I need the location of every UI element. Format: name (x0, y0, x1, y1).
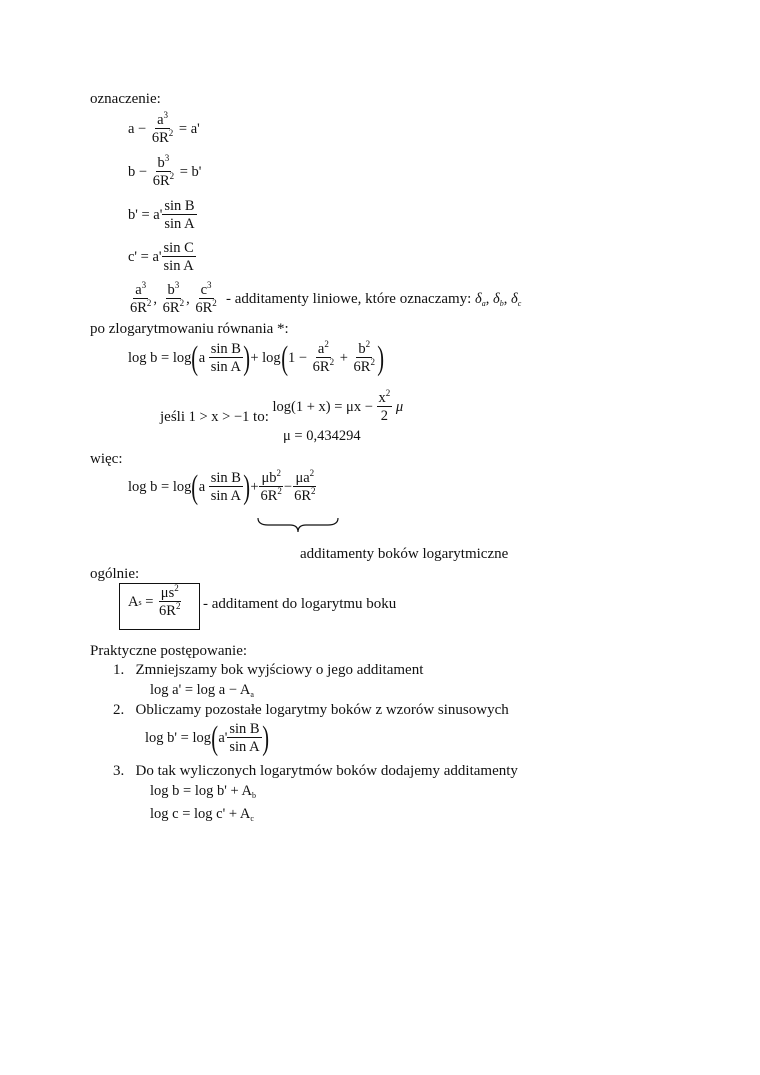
formula-linear-additaments (128, 282, 521, 317)
den: sin A (163, 258, 194, 274)
step-number: 2. (113, 702, 125, 718)
exp: 2 (277, 486, 282, 496)
num: c (200, 282, 208, 298)
sub: b (251, 791, 256, 800)
exp: 2 (146, 298, 152, 308)
exp: 3 (174, 280, 180, 290)
step-text: Obliczamy pozostałe logarytmy boków z wzorów sinusowych (135, 702, 509, 718)
num: sin B (229, 721, 260, 737)
comma: , (153, 291, 158, 307)
comma: , (186, 291, 190, 307)
formula-a-prime (128, 112, 200, 147)
exp: 2 (212, 298, 217, 308)
num: x (378, 390, 386, 406)
sub: a (481, 299, 486, 308)
step-text: Do tak wyliczonych logarytmów boków dodajemy additamenty (135, 763, 518, 779)
num: μa (295, 470, 310, 486)
paren: ) (243, 339, 251, 377)
paren: ) (261, 719, 269, 757)
exp: 2 (385, 388, 391, 398)
den: sin A (210, 488, 241, 504)
sub: c (250, 814, 254, 823)
text: + (250, 479, 259, 495)
text: = (145, 594, 154, 610)
text: = a' (178, 121, 200, 137)
num: a (157, 112, 164, 128)
text: log(1 + x) = μx − (272, 399, 373, 415)
comma: , (485, 291, 490, 307)
num: μs (160, 585, 175, 601)
exp: 2 (175, 601, 181, 611)
text: μ (395, 399, 404, 415)
formula-step-2 (145, 721, 269, 756)
text: 1 > x > −1 (188, 409, 250, 425)
text: log a' = log a − A (150, 682, 251, 698)
delta: δ (510, 291, 518, 307)
underbrace-path (258, 518, 338, 532)
text: 1 − (287, 350, 308, 366)
text: a − (128, 121, 147, 137)
exp: 2 (311, 486, 316, 496)
num: sin B (210, 470, 241, 486)
text: = b' (179, 164, 202, 180)
text: a (198, 479, 206, 495)
text: log b = log (128, 350, 192, 366)
exp: 2 (329, 357, 335, 367)
formula-b-prime (128, 155, 201, 190)
text: b − (128, 164, 148, 180)
delta-symbol (475, 291, 486, 308)
paren: ) (243, 468, 251, 506)
text: c' = a' (128, 249, 162, 265)
exp: 2 (168, 128, 174, 138)
formula-b-sine (128, 198, 197, 233)
den: 6R (294, 488, 312, 504)
label-additament-do-log: - additament do logarytmu boku (203, 596, 397, 612)
label-praktyczne: Praktyczne postępowanie: (90, 643, 248, 659)
exp: 2 (324, 339, 329, 349)
label-po-zlogarytmowaniu: po zlogarytmowaniu równania *: (90, 321, 289, 337)
step-text: Zmniejszamy bok wyjściowy o jego additament (135, 662, 424, 678)
formula-step-3b (150, 806, 254, 823)
num: b (157, 155, 165, 171)
paren: ( (191, 339, 199, 377)
text: + log (250, 350, 281, 366)
formula-step-3a (150, 783, 256, 800)
formula-mu: μ = 0,434294 (283, 428, 361, 444)
formula-c-sine (128, 240, 196, 275)
den: 6R (159, 603, 176, 619)
step-number: 1. (113, 662, 125, 678)
delta: δ (474, 291, 482, 307)
step-2 (113, 702, 509, 719)
exp: 3 (164, 153, 170, 163)
exp: 2 (169, 171, 175, 181)
exp: 2 (276, 468, 281, 478)
paren: ( (280, 339, 288, 377)
exp: 3 (163, 110, 169, 120)
paren: ) (377, 339, 385, 377)
den: sin A (210, 359, 241, 375)
den: 6R (260, 488, 278, 504)
den: 6R (312, 359, 330, 375)
exp: 2 (174, 583, 179, 593)
delta-symbol (511, 291, 521, 308)
text-additamenty-liniowe: - additamenty liniowe, które oznaczamy: (226, 291, 472, 307)
label-additamenty-bokow: additamenty boków logarytmiczne (300, 546, 509, 562)
comma: , (503, 291, 508, 307)
delta: δ (492, 291, 500, 307)
den: sin A (229, 739, 260, 755)
paren: ( (211, 719, 219, 757)
text: log c = log c' + A (150, 806, 251, 822)
exp: 2 (365, 339, 371, 349)
exp: 2 (309, 468, 315, 478)
num: μb (261, 470, 277, 486)
num: b (167, 282, 175, 298)
num: a (135, 282, 142, 298)
text: a (198, 350, 206, 366)
label-ogolnie: ogólnie: (90, 566, 140, 582)
num: sin B (210, 341, 241, 357)
num: a (317, 341, 325, 357)
step-number: 3. (113, 763, 125, 779)
den: 6R (195, 300, 213, 316)
sub: b (499, 299, 504, 308)
formula-log-b-approx (128, 470, 318, 505)
text: A (128, 594, 139, 610)
formula-step-1 (150, 682, 254, 699)
paren: ( (191, 468, 199, 506)
den: 6R (130, 300, 147, 316)
exp: 2 (370, 357, 375, 367)
text: − (283, 479, 293, 495)
exp: 3 (141, 280, 147, 290)
text: log b = log b' + A (150, 783, 252, 799)
exp: 3 (207, 280, 212, 290)
step-3 (113, 763, 518, 780)
den: 6R (162, 300, 180, 316)
text: + (339, 350, 348, 366)
step-1 (113, 662, 423, 679)
num: sin C (163, 240, 194, 256)
label-oznaczenie: oznaczenie: (90, 91, 161, 107)
den: sin A (164, 216, 195, 232)
delta-symbol (493, 291, 504, 308)
num: b (358, 341, 366, 357)
underbrace (256, 516, 340, 534)
formula-log-b (128, 341, 384, 376)
formula-as: A s = $\frac{\mu s^2}{6R^2}$ (128, 583, 181, 619)
text: log b' = log (145, 730, 211, 746)
exp: 2 (179, 298, 185, 308)
label-wiec: więc: (90, 451, 123, 467)
den: 2 (380, 408, 389, 424)
text: a' (218, 730, 228, 746)
text-to: to: (253, 409, 269, 425)
den: 6R (151, 130, 169, 146)
num: sin B (164, 198, 195, 214)
den: 6R (152, 173, 170, 189)
sub: c (517, 299, 522, 308)
text: b' = a' (128, 207, 163, 223)
formula-taylor (160, 389, 403, 426)
den: 6R (353, 359, 371, 375)
text-jesli: jeśli (160, 409, 185, 425)
sub: a (250, 690, 254, 699)
text: log b = log (128, 479, 192, 495)
